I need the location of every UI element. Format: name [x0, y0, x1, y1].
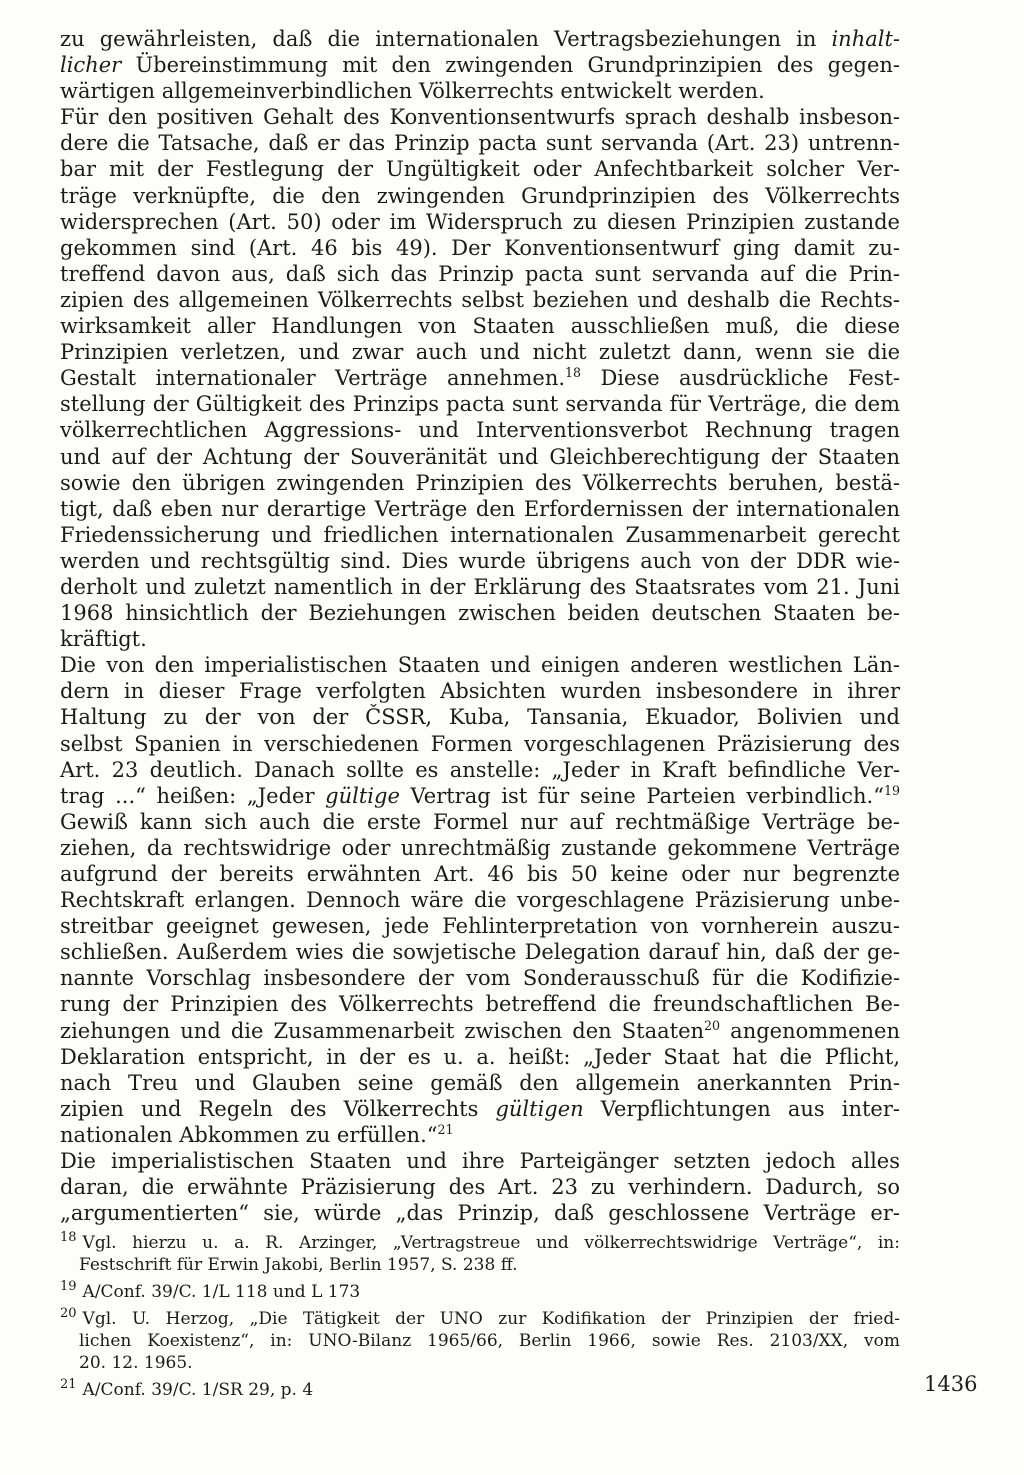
text-line [60, 365, 900, 391]
text-span: Haltung zu der von der ČSSR, Kuba, Tansania, Ekuador, Bolivien und [60, 705, 900, 730]
text-line [60, 809, 900, 835]
text-line [60, 861, 900, 887]
text-line [60, 939, 900, 965]
text-span: Die von den imperialistischen Staaten und einigen anderen westlichen Län- [60, 653, 900, 678]
footnote [60, 1379, 900, 1401]
text-line [60, 470, 900, 496]
text-line [60, 156, 900, 182]
text-span: Friedenssicherung und friedlichen internationalen Zusammenarbeit gerecht [60, 522, 900, 547]
text-line [60, 652, 900, 678]
italic-text: gültigen [495, 1096, 584, 1121]
text-span: rung der Prinzipien des Völkerrechts betreffend die freundschaftlichen Be- [60, 992, 900, 1017]
text-span: aufgrund der bereits erwähnten Art. 46 bis 50 keine oder nur begrenzte [60, 862, 900, 886]
text-span: sowie den übrigen zwingenden Prinzipien des Völkerrechts beruhen, bestä- [60, 470, 900, 495]
text-span: Übereinstimmung mit den zwingenden Grundprinzipien des gegen- [121, 53, 900, 78]
text-line [60, 731, 900, 757]
footnote-line [60, 1232, 900, 1254]
text-line [60, 1070, 900, 1096]
text-span: Gestalt internationaler Verträge annehmen. [60, 366, 566, 391]
text-line [60, 757, 900, 783]
text-line [60, 78, 900, 104]
text-span: zipien und Regeln des Völkerrechts [60, 1096, 496, 1121]
text-line [60, 104, 900, 130]
text-span: Rechtskraft erlangen. Dennoch wäre die vorgeschlagene Präzisierung unbe- [60, 888, 900, 913]
text-line [60, 1200, 900, 1226]
footnote-number: 19 [60, 1279, 77, 1295]
italic-text: gültige [325, 783, 400, 808]
footnote-ref: 21 [437, 1121, 454, 1137]
text-span: wirksamkeit aller Handlungen von Staaten ausschließen muß, die diese [60, 314, 900, 339]
footnote-line [60, 1330, 900, 1352]
text-span: nach Treu und Glauben seine gemäß den allgemein anerkannten Prin- [60, 1070, 900, 1095]
footnote-line [60, 1352, 900, 1374]
text-line [60, 1174, 900, 1200]
text-span: zu gewährleisten, daß die internationalen Vertragsbeziehungen in [60, 27, 832, 51]
text-span: ziehen, da rechtswidrige oder unrechtmäßig zustande gekommene Verträge [60, 835, 900, 860]
text-line [60, 835, 900, 861]
text-line [60, 391, 900, 417]
text-span: „argumentierten“ sie, würde „das Prinzip, daß geschlossene Verträge er- [60, 1201, 900, 1226]
footnote-ref: 18 [565, 365, 582, 381]
text-span: Vertrag ist für seine Parteien verbindlich.“ [399, 783, 884, 808]
page-content [60, 26, 900, 1226]
footnote-text: Vgl. U. Herzog, „Die Tätigkeit der UNO zur Kodifikation der Prinzipien der fried- [82, 1309, 900, 1329]
footnote-ref: 20 [704, 1017, 721, 1033]
text-line [60, 965, 900, 991]
text-span: bar mit der Festlegung der Ungültigkeit oder Anfechtbarkeit solcher Ver- [60, 157, 900, 182]
footnotes [60, 1232, 900, 1406]
footnote-text: A/Conf. 39/C. 1/SR 29, p. 4 [82, 1380, 314, 1400]
footnote [60, 1308, 900, 1374]
footnote-number: 20 [60, 1306, 77, 1322]
text-line [60, 626, 900, 652]
text-span: wärtigen allgemeinverbindlichen Völkerrechts entwickelt werden. [60, 79, 765, 104]
text-span: Für den positiven Gehalt des Konventionsentwurfs sprach deshalb insbeson- [60, 105, 900, 130]
text-line [60, 130, 900, 156]
italic-text: inhalt- [831, 27, 900, 51]
text-line [60, 600, 900, 626]
text-span: dere die Tatsache, daß er das Prinzip pacta sunt servanda (Art. 23) untrenn- [60, 131, 900, 156]
text-line [60, 287, 900, 313]
text-span: ziehungen und die Zusammenarbeit zwischen den Staaten [60, 1018, 705, 1043]
text-span: Verpflichtungen aus inter- [583, 1096, 900, 1121]
text-line [60, 1122, 900, 1148]
footnote-line [60, 1254, 900, 1276]
text-span: völkerrechtlichen Aggressions- und Interventionsverbot Rechnung tragen [60, 418, 900, 443]
text-span: träge verknüpfte, die den zwingenden Grundprinzipien des Völkerrechts [60, 183, 900, 208]
text-span: daran, die erwähnte Präzisierung des Art. 23 zu verhindern. Dadurch, so [60, 1175, 900, 1200]
footnote-number: 21 [60, 1377, 77, 1393]
text-span: Diese ausdrückliche Fest- [581, 366, 900, 391]
text-span: Die imperialistischen Staaten und ihre Parteigänger setzten jedoch alles [60, 1149, 900, 1174]
text-line [60, 444, 900, 470]
text-line [60, 261, 900, 287]
text-span: Prinzipien verletzen, und zwar auch und nicht zuletzt dann, wenn sie die [60, 340, 900, 365]
text-line [60, 991, 900, 1017]
text-span: streitbar geeignet gewesen, jede Fehlinterpretation von vornherein auszu- [60, 914, 900, 939]
text-line [60, 704, 900, 730]
text-line [60, 678, 900, 704]
text-span: treffend davon aus, daß sich das Prinzip pacta sunt servanda auf die Prin- [60, 261, 900, 286]
footnote-line [60, 1308, 900, 1330]
text-span: werden und rechtsgültig sind. Dies wurde übrigens auch von der DDR wie- [60, 548, 900, 573]
text-line [60, 1148, 900, 1174]
footnote-line [60, 1281, 900, 1303]
text-line [60, 183, 900, 209]
body-text [60, 26, 900, 1226]
text-span: trag ...“ heißen: „Jeder [60, 783, 326, 808]
page-number: 1436 [924, 1372, 978, 1396]
footnote-line [60, 1379, 900, 1401]
text-span: selbst Spanien in verschiedenen Formen vorgeschlagenen Präzisierung des [60, 731, 900, 756]
text-span: kräftigt. [60, 627, 147, 652]
text-span: schließen. Außerdem wies die sowjetische Delegation darauf hin, daß der ge- [60, 940, 900, 965]
text-line [60, 1044, 900, 1070]
text-line [60, 339, 900, 365]
text-span: tigt, daß eben nur derartige Verträge den Erfordernissen der internationalen [60, 496, 900, 521]
footnote-text: lichen Koexistenz“, in: UNO-Bilanz 1965/66, Berlin 1966, sowie Res. 2103/XX, vom [79, 1331, 900, 1351]
text-line [60, 26, 900, 52]
footnote-text: Festschrift für Erwin Jakobi, Berlin 1957, S. 238 ff. [79, 1255, 518, 1275]
italic-text: licher [60, 53, 122, 78]
text-span: nationalen Abkommen zu erfüllen.“ [60, 1122, 438, 1147]
text-span: angenommenen [720, 1018, 900, 1043]
text-span: dern in dieser Frage verfolgten Absichten wurden insbesondere in ihrer [60, 679, 900, 704]
footnote-number: 18 [60, 1230, 77, 1246]
text-line [60, 522, 900, 548]
text-line [60, 548, 900, 574]
text-span: zipien des allgemeinen Völkerrechts selbst beziehen und deshalb die Rechts- [60, 287, 900, 312]
footnote-text: A/Conf. 39/C. 1/L 118 und L 173 [82, 1282, 361, 1302]
text-line [60, 496, 900, 522]
text-line [60, 913, 900, 939]
text-span: Art. 23 deutlich. Danach sollte es anstelle: „Jeder in Kraft befindliche Ver- [60, 757, 900, 782]
footnote-text: 20. 12. 1965. [79, 1353, 193, 1373]
text-span: und auf der Achtung der Souveränität und Gleichberechtigung der Staaten [60, 444, 900, 469]
text-line [60, 209, 900, 235]
text-span: Deklaration entspricht, in der es u. a. heißt: „Jeder Staat hat die Pflicht, [60, 1044, 900, 1069]
text-line [60, 783, 900, 809]
text-span: nannte Vorschlag insbesondere der vom Sonderausschuß für die Kodifizie- [60, 966, 900, 991]
text-line [60, 313, 900, 339]
footnote [60, 1232, 900, 1276]
text-span: derholt und zuletzt namentlich in der Erklärung des Staatsrates vom 21. Juni [60, 574, 900, 599]
footnote [60, 1281, 900, 1303]
text-line [60, 1096, 900, 1122]
text-line [60, 417, 900, 443]
text-line [60, 52, 900, 78]
text-line [60, 235, 900, 261]
text-line [60, 1018, 900, 1044]
text-line [60, 574, 900, 600]
text-span: stellung der Gültigkeit des Prinzips pacta sunt servanda für Verträge, die dem [60, 392, 900, 417]
text-span: 1968 hinsichtlich der Beziehungen zwischen beiden deutschen Staaten be- [60, 601, 900, 626]
footnote-ref: 19 [883, 782, 900, 798]
text-span: gekommen sind (Art. 46 bis 49). Der Konventionsentwurf ging damit zu- [60, 235, 900, 260]
text-span: Gewiß kann sich auch die erste Formel nur auf rechtmäßige Verträge be- [60, 809, 900, 834]
text-span: widersprechen (Art. 50) oder im Widerspruch zu diesen Prinzipien zustande [60, 209, 900, 234]
footnote-text: Vgl. hierzu u. a. R. Arzinger, „Vertragstreue und völkerrechtswidrige Verträge“, in: [82, 1233, 900, 1253]
text-line [60, 887, 900, 913]
